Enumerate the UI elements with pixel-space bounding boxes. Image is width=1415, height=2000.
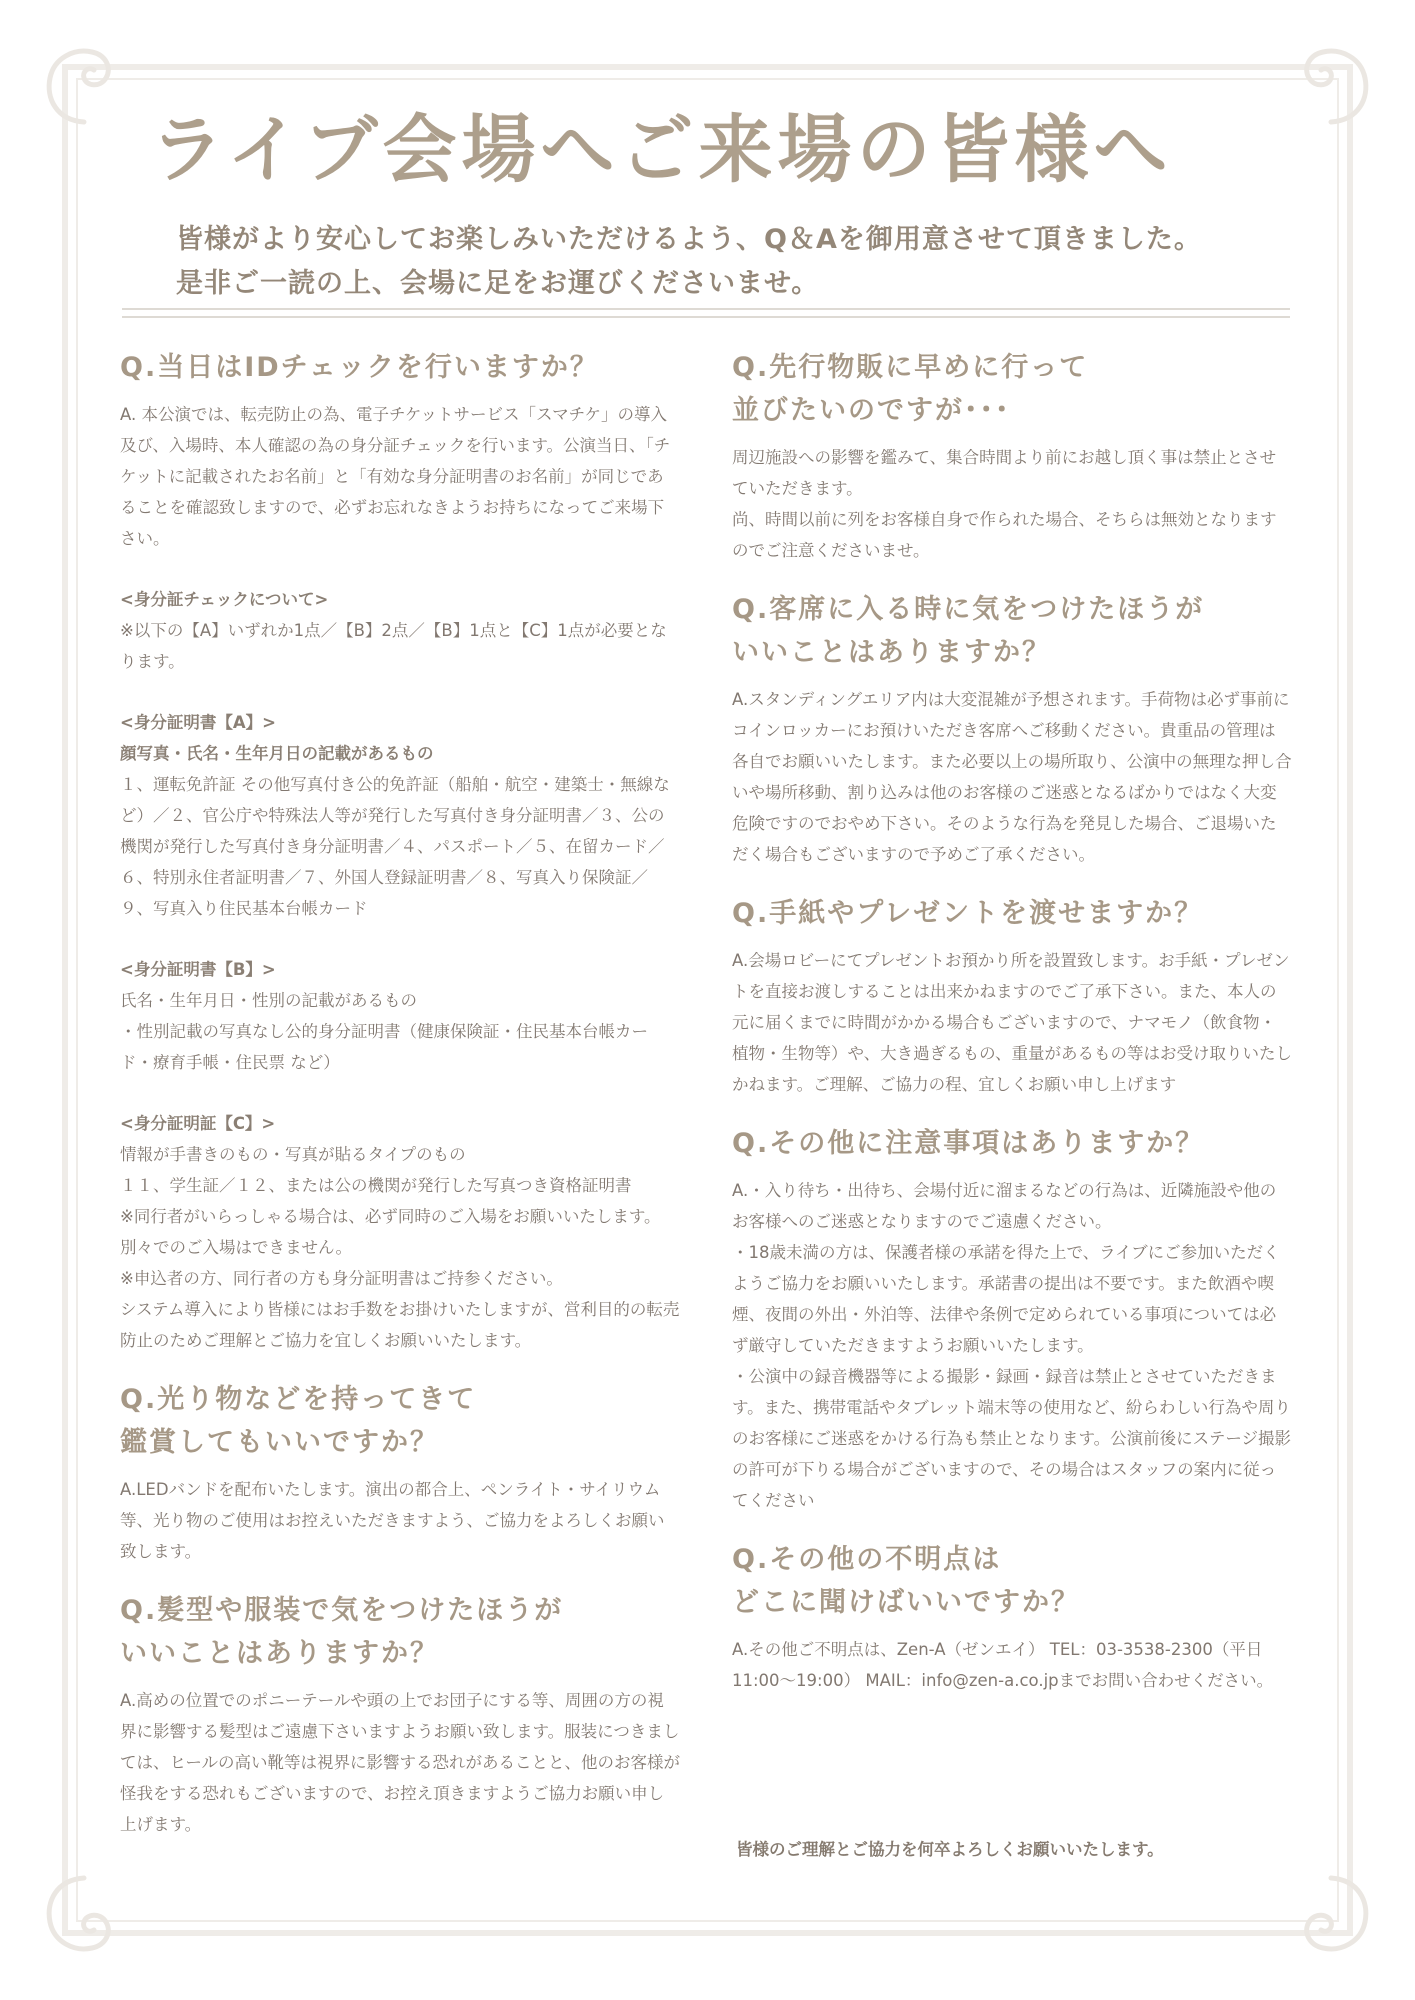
corner-ornament-bottom-right (1289, 1874, 1375, 1960)
faq-column-left (120, 346, 680, 1840)
id-type-b-heading: <身分証明書【B】> (120, 960, 276, 979)
faq-answer: 周辺施設への影響を鑑みて、集合時間より前にお越し頂く事は禁止とさせていただきます。 (732, 448, 1277, 498)
faq-question (732, 892, 1292, 935)
faq-answer: A.会場ロビーにてプレゼントお預かり所を設置致します。お手紙・プレゼントを直接お渡しすることは出来かねますのでご了承下さい。また、本人の元に届くまでに時間がかかる場合もございますので、ナマモノ（飲食物・植物・生物等）や、大き過ぎるもの、重量があるもの等はお受け取りいたしかねます。ご理解、ご協力の程、宜しくお願い申し上げます (732, 951, 1293, 1094)
question-line-1: Q.客席に入る時に気をつけたほうが (732, 594, 1205, 625)
faq-question (120, 346, 680, 389)
corner-ornament-top-right (1289, 40, 1375, 126)
id-check-about-heading: <身分証チェックについて> (120, 590, 329, 609)
id-type-c-heading: <身分証明証【C】> (120, 1114, 276, 1133)
faq-merch (732, 346, 1292, 566)
id-type-b-desc: 氏名・生年月日・性別の記載があるもの (120, 991, 417, 1010)
faq-column-right (732, 346, 1292, 1696)
id-type-b-list: ・性別記載の写真なし公的身分証明書（健康保険証・住民基本台帳カード・療育手帳・住民票 など） (120, 1022, 648, 1072)
corner-ornament-bottom-left (40, 1874, 126, 1960)
faq-question (732, 346, 1292, 432)
closing-message: 皆様のご理解とご協力を何卒よろしくお願いいたします。 (736, 1840, 1164, 1859)
question-line-2: いいことはありますか？ (120, 1638, 439, 1669)
intro-line-2: 是非ご一読の上、会場に足をお運びくださいませ。 (176, 268, 820, 299)
intro-line-1: 皆様がより安心してお楽しみいただけるよう、Q＆Aを御用意させて頂きました。 (176, 224, 1202, 255)
faq-question (732, 1538, 1292, 1624)
question-line-2: 並びたいのですが･･･ (732, 395, 1011, 426)
faq-question (732, 1122, 1292, 1165)
faq-presents (732, 892, 1292, 1100)
faq-id-check (120, 346, 680, 1356)
faq-answer: A.高めの位置でのポニーテールや頭の上でお団子にする等、周囲の方の視界に影響する髪型はご遠慮下さいますようお願い致します。服装につきましては、ヒールの高い靴等は視界に影響する恐れがあることと、他のお客様が怪我をする恐れもございますので、お控え頂きますようご協力お願い申し上げます。 (120, 1691, 681, 1834)
question-line-2: どこに聞けばいいですか？ (732, 1587, 1080, 1618)
id-type-c-list: １１、学生証／１２、または公の機関が発行した写真つき資格証明書 (120, 1176, 632, 1195)
faq-answer-minors: ・18歳未満の方は、保護者様の承諾を得た上で、ライブにご参加いただくようご協力をお願いいたします。承諾書の提出は不要です。また飲酒や喫煙、夜間の外出・外泊等、法律や条例で定められている事項については必ず厳守していただきますようお願いいたします。 (732, 1243, 1280, 1355)
question-text: Q.手紙やプレゼントを渡せますか？ (732, 898, 1204, 929)
faq-other-notes (732, 1122, 1292, 1516)
faq-hairstyle (120, 1589, 680, 1840)
faq-answer: A.・入り待ち・出待ち、会場付近に溜まるなどの行為は、近隣施設や他のお客様へのご迷惑となりますのでご遠慮ください。 (732, 1181, 1277, 1231)
faq-entering (732, 588, 1292, 870)
companion-note: ※同行者がいらっしゃる場合は、必ず同時のご入場をお願いいたします。別々でのご入場はできません。 (120, 1207, 661, 1257)
faq-question (120, 1589, 680, 1675)
question-line-1: Q.先行物販に早めに行って (732, 352, 1089, 383)
id-check-about-text: ※以下の【A】いずれか1点／【B】2点／【B】1点と【C】1点が必要となります。 (120, 621, 667, 671)
question-line-1: Q.髪型や服装で気をつけたほうが (120, 1595, 564, 1626)
system-note: システム導入により皆様にはお手数をお掛けいたしますが、営利目的の転売防止のためご理解とご協力を宜しくお願いいたします。 (120, 1300, 680, 1350)
question-text: Q.その他に注意事項はありますか？ (732, 1128, 1205, 1159)
faq-question (732, 588, 1292, 674)
question-line-1: Q.その他の不明点は (732, 1544, 1002, 1575)
intro-text (176, 218, 1316, 306)
question-line-2: いいことはありますか？ (732, 637, 1051, 668)
header-divider (122, 308, 1290, 318)
faq-answer-note: 尚、時間以前に列をお客様自身で作られた場合、そちらは無効となりますのでご注意くださいませ。 (732, 510, 1277, 560)
question-line-1: Q.光り物などを持ってきて (120, 1384, 477, 1415)
id-type-a-list: １、運転免許証 その他写真付き公的免許証（船舶・航空・建築士・無線など）／２、官公庁や特殊法人等が発行した写真付き身分証明書／３、公の機関が発行した写真付き身分証明書／４、パスポート／５、在留カード／６、特別永住者証明書／７、外国人登録証明書／８、写真入り保険証／９、写真入り住民基本台帳カード (120, 775, 670, 918)
faq-answer: A.LEDバンドを配布いたします。演出の都合上、ペンライト・サイリウム等、光り物のご使用はお控えいただきますよう、ご協力をよろしくお願い致します。 (120, 1480, 665, 1561)
faq-light-sticks (120, 1378, 680, 1567)
question-text: Q.当日はIDチェックを行いますか？ (120, 352, 599, 383)
faq-question (120, 1378, 680, 1464)
faq-answer: A. 本公演では、転売防止の為、電子チケットサービス「スマチケ」の導入及び、入場時、本人確認の為の身分証チェックを行います。公演当日、「チケットに記載されたお名前」と「有効な身分証明書のお名前」が同じであることを確認致しますので、必ずお忘れなきようお持ちになってご来場下さい。 (120, 405, 671, 548)
id-type-a-subheading: 顔写真・氏名・生年月日の記載があるもの (120, 744, 434, 763)
faq-answer: A.その他ご不明点は、Zen-A（ゼンエイ） TEL：03-3538-2300（平日11:00～19:00） MAIL：info@zen-a.co.jpまでお問い合わせください。 (732, 1640, 1274, 1690)
id-type-a-heading: <身分証明書【A】> (120, 713, 276, 732)
id-type-c-desc: 情報が手書きのもの・写真が貼るタイプのもの (120, 1145, 466, 1164)
faq-answer-recording: ・公演中の録音機器等による撮影・録画・録音は禁止とさせていただきます。また、携帯電話やタブレット端末等の使用など、紛らわしい行為や周りのお客様にご迷惑をかける行為も禁止となります。公演前後にステージ撮影の許可が下りる場合がございますので、その場合はスタッフの案内に従ってください (732, 1367, 1292, 1510)
faq-answer: A.スタンディングエリア内は大変混雑が予想されます。手荷物は必ず事前にコインロッカーにお預けいただき客席へご移動ください。貴重品の管理は各自でお願いいたします。また必要以上の場所取り、公演中の無理な押し合いや場所移動、割り込みは他のお客様のご迷惑となるばかりではなく大変危険ですのでおやめ下さい。そのような行為を発見した場合、ご退場いただく場合もございますので予めご了承ください。 (732, 690, 1292, 864)
corner-ornament-top-left (40, 40, 126, 126)
page-title: ライブ会場へご来場の皆様へ (150, 107, 1173, 193)
faq-contact (732, 1538, 1292, 1696)
applicant-note: ※申込者の方、同行者の方も身分証明書はご持参ください。 (120, 1269, 563, 1288)
question-line-2: 鑑賞してもいいですか？ (120, 1427, 439, 1458)
